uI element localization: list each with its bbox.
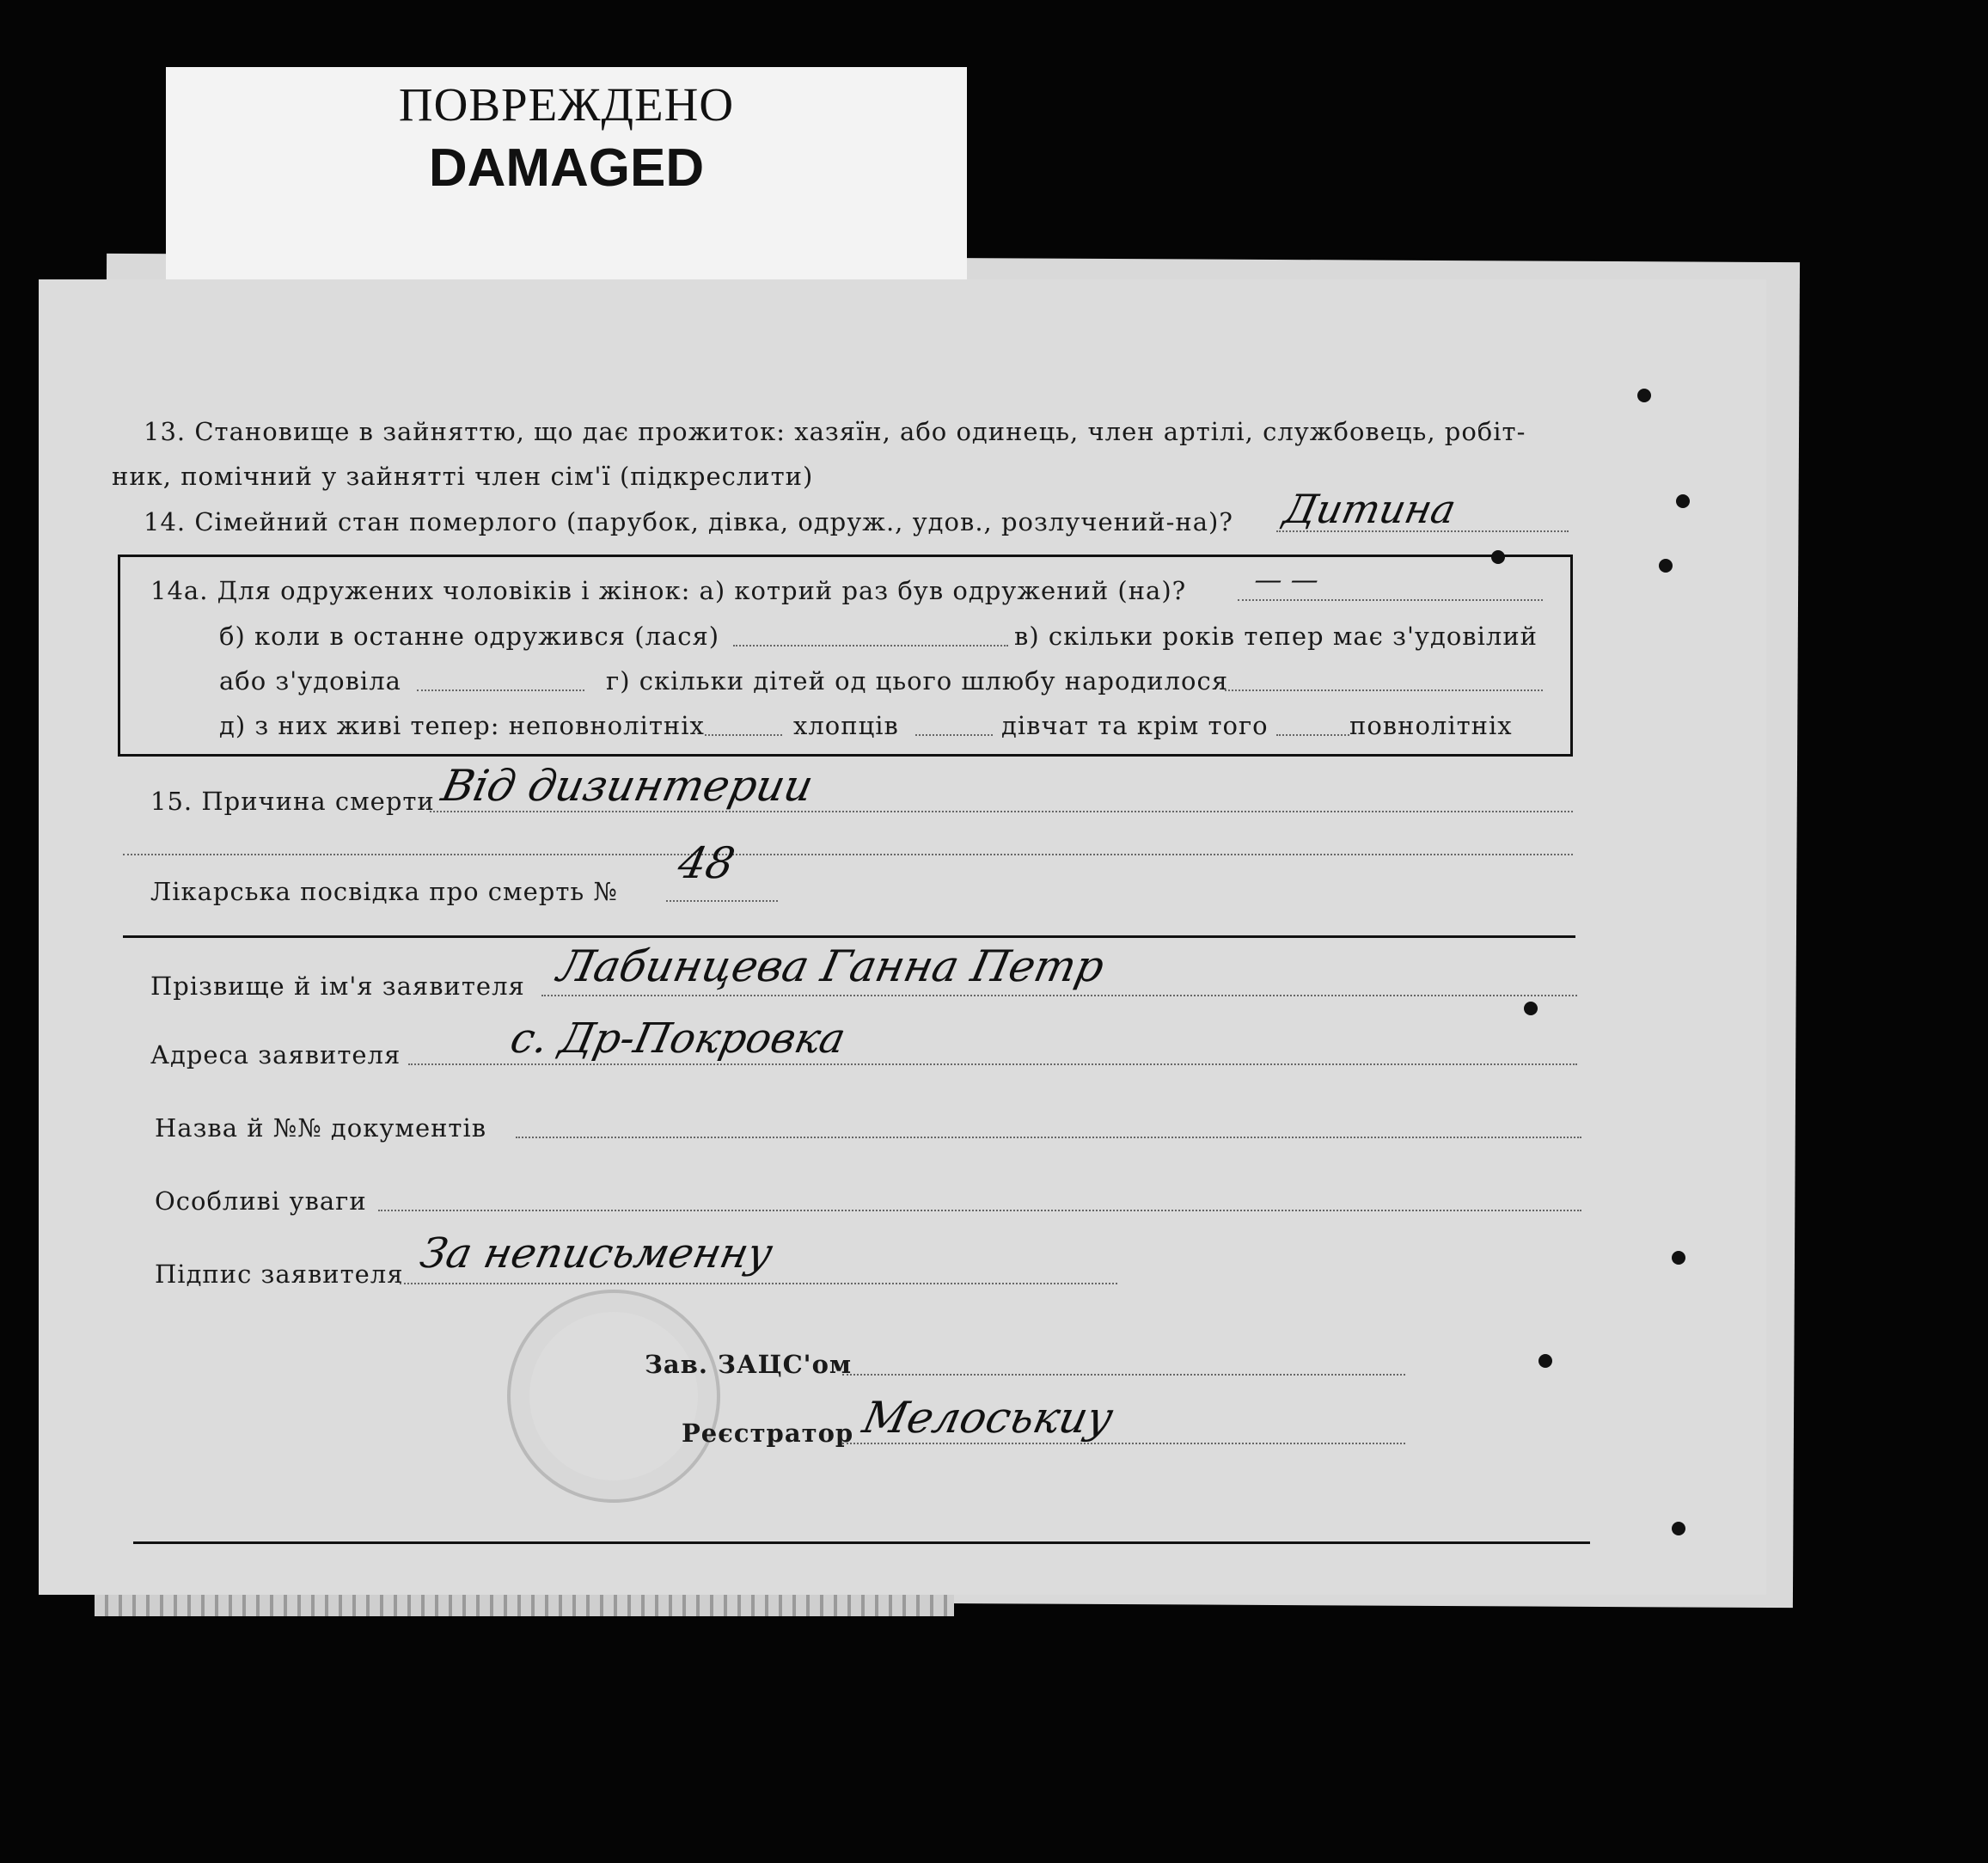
punch-hole xyxy=(1491,550,1505,564)
q13-line1: 13. Становище в зайняттю, що дає прожиток: хазяїн, або одинець, член артілі, службовець, робіт- xyxy=(144,417,1526,446)
q14a-a-value: — — xyxy=(1251,563,1323,596)
certificate-label: Лікарська посвідка про смерть № xyxy=(150,877,618,906)
q14a-line2b: в) скільки років тепер має з'удовілий xyxy=(1014,622,1538,651)
q14-value: Дитина xyxy=(1280,486,1460,532)
applicant-name-dotted-line xyxy=(541,995,1577,996)
documents-dotted-line xyxy=(516,1137,1581,1138)
q14a-a-dotted-line xyxy=(1238,599,1543,601)
remarks-label: Особливі уваги xyxy=(155,1186,367,1216)
section-divider-top xyxy=(123,935,1575,938)
q14a-line3b: г) скільки дітей од цього шлюбу народилося xyxy=(606,666,1229,696)
applicant-signature-label: Підпис заявителя xyxy=(155,1259,404,1289)
punch-hole xyxy=(1676,494,1690,508)
death-record-form-page xyxy=(39,279,1766,1595)
applicant-name-value: Лабинцева Ганна Петр xyxy=(553,941,1109,991)
q14a-line4d: повнолітніх xyxy=(1349,711,1513,740)
applicant-address-label: Адреса заявителя xyxy=(150,1040,401,1069)
punch-hole xyxy=(1659,559,1673,573)
q14a-minors-dotted-line xyxy=(705,734,782,736)
applicant-signature-value: За неписьменну xyxy=(416,1229,777,1278)
documents-label: Назва й №№ документів xyxy=(155,1113,487,1143)
q14-label: 14. Сімейний стан померлого (парубок, дівка, одруж., удов., розлучений-на)? xyxy=(144,507,1233,536)
q14a-line4c: дівчат та крім того xyxy=(1001,711,1269,740)
damaged-label-ru: ПОВРЕЖДЕНО xyxy=(398,78,735,131)
punch-hole xyxy=(1672,1251,1685,1265)
certificate-value: 48 xyxy=(673,838,739,888)
section-divider-bottom xyxy=(133,1541,1590,1544)
q14a-line4b: хлопців xyxy=(793,711,899,740)
q14a-line1: 14а. Для одружених чоловіків і жінок: а) котрий раз був одружений (на)? xyxy=(150,576,1187,605)
applicant-address-dotted-line xyxy=(408,1063,1577,1065)
q15-value: Від дизинтерии xyxy=(437,761,818,811)
damaged-label-en: DAMAGED xyxy=(428,138,705,198)
head-zags-dotted-line xyxy=(842,1374,1405,1376)
q14a-widow-dotted-line xyxy=(417,689,584,691)
remarks-dotted-line xyxy=(378,1210,1581,1211)
registrar-label: Реєстратор xyxy=(682,1419,854,1448)
registrar-signature: Мелоськиу xyxy=(858,1393,1118,1443)
applicant-address-value: с. Др-Покровка xyxy=(506,1014,850,1063)
q14a-children-dotted-line xyxy=(1225,689,1543,691)
q14a-boys-dotted-line xyxy=(915,734,993,736)
q14a-line2a: б) коли в останне одружився (лася) xyxy=(219,622,720,651)
q14a-b-dotted-line xyxy=(733,645,1008,647)
head-zags-label: Зав. ЗАЦС'ом xyxy=(645,1350,853,1379)
applicant-signature-dotted-line xyxy=(400,1283,1117,1284)
damaged-label-card xyxy=(166,67,967,291)
punch-hole xyxy=(1672,1522,1685,1535)
punch-hole xyxy=(1538,1354,1552,1368)
q15-dotted-line-2 xyxy=(123,854,1573,855)
q15-dotted-line xyxy=(430,811,1573,812)
applicant-name-label: Прізвище й ім'я заявителя xyxy=(150,971,525,1001)
q14a-line4a: д) з них живі тепер: неповнолітніх xyxy=(219,711,705,740)
certificate-dotted-line xyxy=(666,900,778,902)
q13-line2: ник, помічний у зайнятті член сім'ї (підкреслити) xyxy=(112,462,814,491)
punch-hole xyxy=(1637,389,1651,402)
registrar-dotted-line xyxy=(842,1443,1405,1444)
q15-label: 15. Причина смерти xyxy=(150,787,435,816)
q14a-line3a: або з'удовіла xyxy=(219,666,401,696)
office-stamp xyxy=(507,1290,720,1503)
q14a-girls-dotted-line xyxy=(1276,734,1349,736)
punch-hole xyxy=(1524,1002,1538,1015)
